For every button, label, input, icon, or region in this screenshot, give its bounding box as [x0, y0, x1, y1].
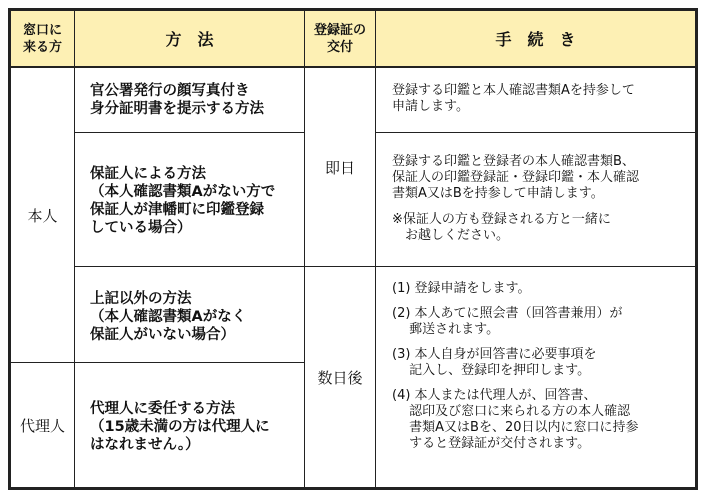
col-line-1: [74, 11, 75, 487]
method-guarantor: [90, 165, 275, 237]
header-issue-line2: 交付: [326, 39, 353, 55]
method-proxy-line: （15歳未満の方は代理人に: [90, 419, 270, 435]
method-photo-id: [90, 82, 264, 118]
header-who-line1: 窓口に: [22, 22, 62, 38]
method-other: [90, 290, 246, 344]
procedure-step-3: (3) 本人自身が回答書に必要事項を: [392, 347, 597, 362]
method-guarantor-line: 保証人による方法: [90, 166, 206, 182]
procedure-other: [392, 281, 639, 452]
header-who: [11, 11, 74, 66]
row-line-1: [74, 132, 305, 133]
row-line-1b: [375, 132, 695, 133]
method-other-line: 保証人がいない場合）: [90, 327, 235, 343]
header-issue-line1: 登録証の: [313, 22, 366, 38]
method-other-line: 上記以外の方法: [90, 291, 192, 307]
method-photo-id-line: 官公署発行の顔写真付き: [90, 83, 250, 99]
row-line-2: [74, 266, 695, 267]
method-guarantor-line: 保証人が津幡町に印鑑登録: [90, 202, 264, 218]
label-honnin: 本人: [27, 206, 58, 225]
method-proxy-line: はなれません。）: [90, 437, 200, 453]
procedure-line: 保証人の印鑑登録証・登録印鑑・本人確認: [392, 170, 640, 185]
method-proxy: [90, 400, 270, 454]
procedure-line: 登録する印鑑と本人確認書類Aを持参して: [392, 83, 635, 98]
procedure-step-4: 認印及び窓口に来られる方の本人確認: [392, 404, 631, 419]
procedure-photo-id: [392, 83, 635, 115]
header-who-line2: 来る方: [22, 39, 62, 55]
procedure-step-2: (2) 本人あてに照会書（回答書兼用）が: [392, 306, 623, 321]
procedure-guarantor: [392, 154, 639, 244]
header-issue: [305, 11, 375, 66]
header-procedure: 手 続 き: [495, 30, 576, 49]
procedure-step-3: 記入し、登録印を押印します。: [392, 363, 591, 378]
header-method: 方 法: [165, 30, 214, 49]
col-line-3: [375, 11, 376, 487]
procedure-line: 登録する印鑑と登録者の本人確認書類B、: [392, 154, 635, 169]
procedure-step-4: 書類A又はBを、20日以内に窓口に持参: [392, 420, 639, 435]
procedure-step-1: (1) 登録申請をします。: [392, 281, 531, 296]
procedure-line: 書類A又はBを持参して申請します。: [392, 186, 604, 201]
procedure-note: ※保証人の方も登録される方と一緒に: [392, 212, 611, 227]
method-guarantor-line: している場合）: [90, 220, 192, 236]
procedure-step-2: 郵送されます。: [392, 322, 500, 337]
procedure-step-4: すると登録証が交付されます。: [392, 436, 591, 451]
method-guarantor-line: （本人確認書類Aがない方で: [90, 184, 276, 200]
issue-sokujitsu: 即日: [324, 158, 355, 177]
method-photo-id-line: 身分証明書を提示する方法: [90, 101, 264, 117]
label-dairi: 代理人: [19, 416, 65, 435]
method-proxy-line: 代理人に委任する方法: [90, 401, 235, 417]
issue-suujitsugo: 数日後: [317, 368, 363, 387]
procedure-note: お越しください。: [392, 228, 510, 243]
procedure-step-4: (4) 本人または代理人が、回答書、: [392, 388, 597, 403]
procedure-line: 申請します。: [392, 99, 469, 114]
method-other-line: （本人確認書類Aがなく: [90, 309, 247, 325]
